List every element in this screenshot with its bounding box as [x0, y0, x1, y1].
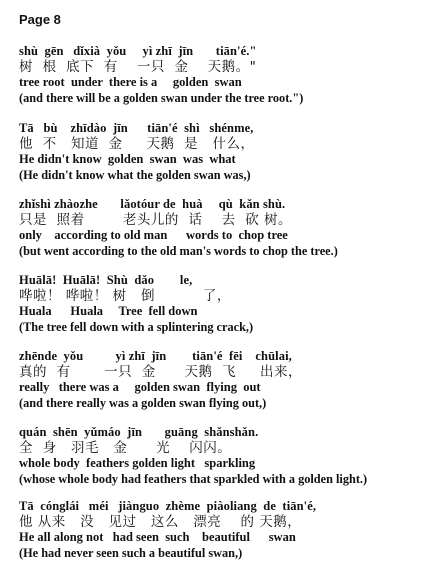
hanzi-line: 真的 有 一只 金 天鹅 飞 出来，: [19, 363, 302, 380]
hanzi-line: 全 身 羽毛 金 光 闪闪。: [19, 439, 232, 456]
hanzi-line: 只是 照着 老头儿的 话 去 砍 树。: [19, 211, 293, 228]
gloss-line: only according to old man words to chop tree: [19, 228, 288, 242]
translation-line: (He had never seen such a beautiful swan,): [19, 545, 243, 560]
translation-line: (The tree fell down with a splintering crack,): [19, 319, 254, 334]
pinyin-line: zhēnde yǒu yì zhī jīn tiān'é fēi chūlai,: [19, 349, 292, 363]
hanzi-line: 树 根 底下 有 一只 金 天鹅。": [19, 58, 257, 75]
stanza-7: [19, 499, 419, 561]
gloss-line: whole body feathers golden light sparkling: [19, 456, 256, 470]
stanza-3: [19, 197, 419, 259]
translation-line: (He didn't know what the golden swan was,): [19, 167, 251, 182]
translation-line: (whose whole body had feathers that sparkled with a golden light.): [19, 471, 368, 486]
pinyin-line: quán shēn yǔmáo jīn guāng shǎnshǎn.: [19, 425, 259, 439]
stanza-1: [19, 44, 419, 106]
hanzi-line: 他 从来 没 见过 这么 漂亮 的 天鹅，: [19, 513, 302, 530]
page-label: Page 8: [19, 12, 61, 27]
pinyin-line: Tā bù zhīdào jīn tiān'é shì shénme,: [19, 121, 254, 135]
hanzi-line: 哗啦！ 哗啦！ 树 倒 了，: [19, 287, 231, 304]
stanza-5: [19, 349, 419, 411]
pinyin-line: Huālā! Huālā! Shù dǎo le,: [19, 273, 193, 287]
translation-line: (and there really was a golden swan flying out,): [19, 395, 267, 410]
gloss-line: tree root under there is a golden swan: [19, 75, 242, 89]
stanza-4: [19, 273, 419, 335]
gloss-line: really there was a golden swan flying out: [19, 380, 261, 394]
pinyin-line: zhǐshì zhàozhe lǎotóur de huà qù kǎn shù.: [19, 197, 286, 211]
pinyin-line: Tā cónglái méi jiànguo zhème piàoliang de tiān'é,: [19, 499, 317, 513]
gloss-line: He didn't know golden swan was what: [19, 152, 236, 166]
stanza-2: [19, 121, 419, 183]
pinyin-line: shù gēn dǐxià yǒu yì zhī jīn tiān'é.": [19, 44, 257, 58]
gloss-line: He all along not had seen such beautiful swan: [19, 530, 296, 544]
translation-line: (but went according to the old man's words to chop the tree.): [19, 243, 338, 258]
gloss-line: Huala Huala Tree fell down: [19, 304, 198, 318]
translation-line: (and there will be a golden swan under the tree root."): [19, 90, 304, 105]
hanzi-line: 他 不 知道 金 天鹅 是 什么，: [19, 135, 255, 152]
stanza-6: [19, 425, 419, 487]
